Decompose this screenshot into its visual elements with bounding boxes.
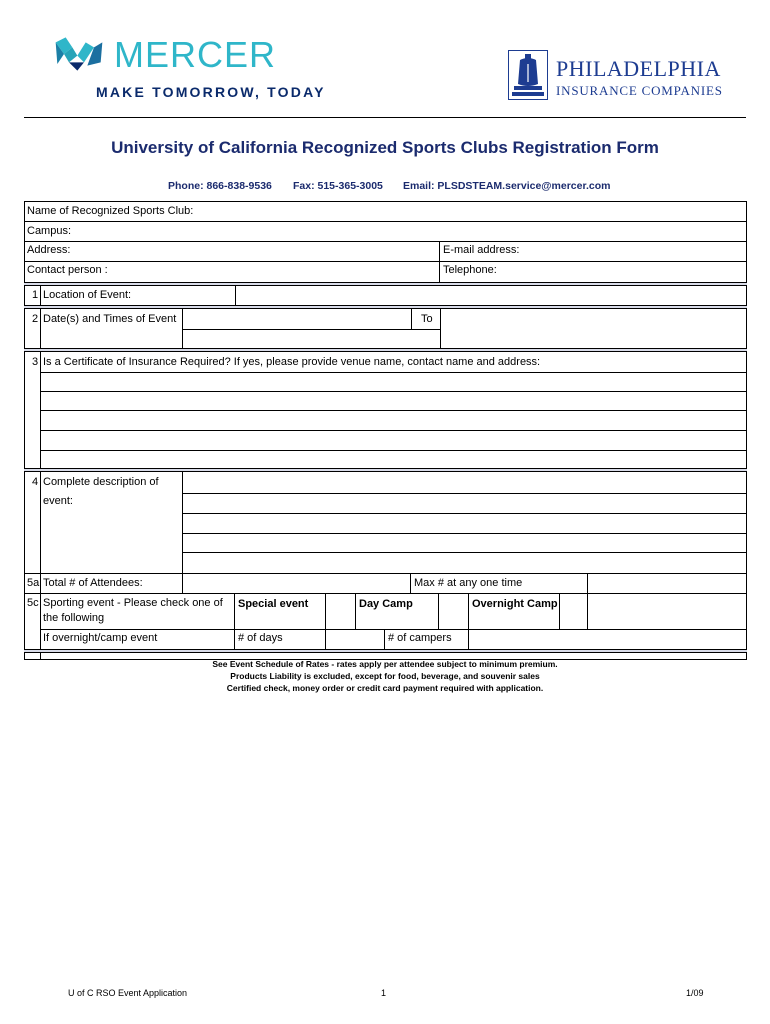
overnight-event-label: If overnight/camp event [43, 632, 158, 644]
overnight-camp-option[interactable]: Overnight Camp [472, 598, 558, 610]
q1-label: Location of Event: [43, 289, 132, 301]
q1-number: 1 [32, 289, 39, 301]
col-line [234, 593, 235, 649]
liability-notice: Products Liability is excluded, except for food, beverage, and souvenir sales [230, 671, 540, 681]
date-from-field[interactable] [183, 309, 411, 328]
philadelphia-brand-name: PHILADELPHIA [556, 56, 721, 81]
max-attendees-field[interactable] [588, 574, 745, 593]
email-field[interactable] [530, 242, 745, 261]
club-name-label: Name of Recognized Sports Club: [27, 205, 194, 217]
overnight-camp-checkbox[interactable] [560, 594, 586, 628]
telephone-label: Telephone: [443, 264, 497, 276]
description-line-5[interactable] [183, 553, 745, 572]
q4-number: 4 [32, 476, 39, 488]
contact-email: Email: PLSDSTEAM.service@mercer.com [403, 180, 611, 192]
special-event-checkbox[interactable] [326, 594, 355, 628]
col-line [384, 629, 385, 649]
col-line [411, 309, 412, 329]
q2-number: 2 [32, 313, 39, 325]
date-to-field[interactable] [441, 309, 745, 328]
certificate-line-4[interactable] [41, 431, 745, 449]
total-attendees-field[interactable] [183, 574, 409, 593]
header-divider [24, 117, 746, 118]
col-line [468, 593, 469, 629]
footer-form-name: U of C RSO Event Application [68, 988, 188, 998]
max-attendees-label: Max # at any one time [414, 577, 523, 589]
philadelphia-brand-sub: INSURANCE COMPANIES [556, 83, 723, 98]
address-field[interactable] [80, 242, 438, 261]
q3-label: Is a Certificate of Insurance Required? If yes, please provide venue name, contact name and address: [43, 356, 541, 368]
mercer-tagline: MAKE TOMORROW, TODAY [96, 84, 326, 100]
campers-label: # of campers [388, 632, 452, 644]
day-camp-option[interactable]: Day Camp [359, 598, 413, 610]
q2-label: Date(s) and Times of Event [43, 313, 177, 325]
mercer-logo-icon [54, 36, 104, 72]
description-line-4[interactable] [183, 534, 745, 551]
days-label: # of days [238, 632, 283, 644]
time-field[interactable] [183, 330, 439, 348]
q5a-label: Total # of Attendees: [43, 577, 143, 589]
q5c-label: Sporting event - Please check one of [43, 597, 223, 609]
mercer-brand-name: MERCER [114, 34, 277, 75]
campus-label: Campus: [27, 225, 72, 237]
form-border-left [24, 201, 25, 660]
col-line [355, 593, 356, 629]
col-line [439, 241, 440, 283]
address-label: Address: [27, 244, 71, 256]
description-line-2[interactable] [183, 494, 745, 512]
q5a-number: 5a [27, 577, 40, 589]
liberty-bell-icon [508, 50, 548, 100]
footer-revision: 1/09 [686, 988, 704, 998]
payment-notice: Certified check, money order or credit card payment required with application. [226, 683, 544, 693]
q4-label-cont: event: [43, 495, 73, 507]
location-field[interactable] [236, 286, 745, 305]
certificate-line-2[interactable] [41, 392, 745, 409]
contact-person-label: Contact person : [27, 264, 108, 276]
section-separator [24, 348, 747, 352]
club-name-field[interactable] [200, 202, 745, 221]
certificate-line-1[interactable] [41, 373, 745, 390]
days-field[interactable] [326, 630, 383, 648]
contact-person-field[interactable] [120, 262, 438, 281]
campers-field[interactable] [469, 630, 745, 648]
day-camp-checkbox[interactable] [439, 594, 468, 628]
description-line-3[interactable] [183, 514, 745, 532]
footer-page-number: 1 [381, 988, 387, 998]
campus-field[interactable] [80, 222, 745, 241]
contact-phone: Phone: 866-838-9536 [168, 180, 272, 192]
q5c-number: 5c [27, 597, 39, 609]
special-event-option[interactable]: Special event [238, 598, 309, 610]
email-label: E-mail address: [443, 244, 520, 256]
description-line-1[interactable] [183, 473, 745, 492]
section-separator [24, 649, 747, 653]
section-separator [24, 468, 747, 472]
contact-fax: Fax: 515-365-3005 [293, 180, 383, 192]
certificate-line-5[interactable] [41, 451, 745, 468]
row-line [24, 593, 747, 594]
q4-label: Complete description of [43, 476, 159, 488]
date-to-label: To [421, 313, 433, 325]
col-line [410, 573, 411, 593]
certificate-line-3[interactable] [41, 411, 745, 429]
rates-notice: See Event Schedule of Rates - rates apply per attendee subject to minimum premium. [212, 659, 558, 669]
q3-number: 3 [32, 356, 39, 368]
form-title: University of California Recognized Sports Clubs Registration Form [111, 138, 659, 157]
telephone-field[interactable] [510, 262, 745, 281]
q5c-label-cont: the following [43, 612, 105, 624]
num-col-line [40, 286, 41, 660]
